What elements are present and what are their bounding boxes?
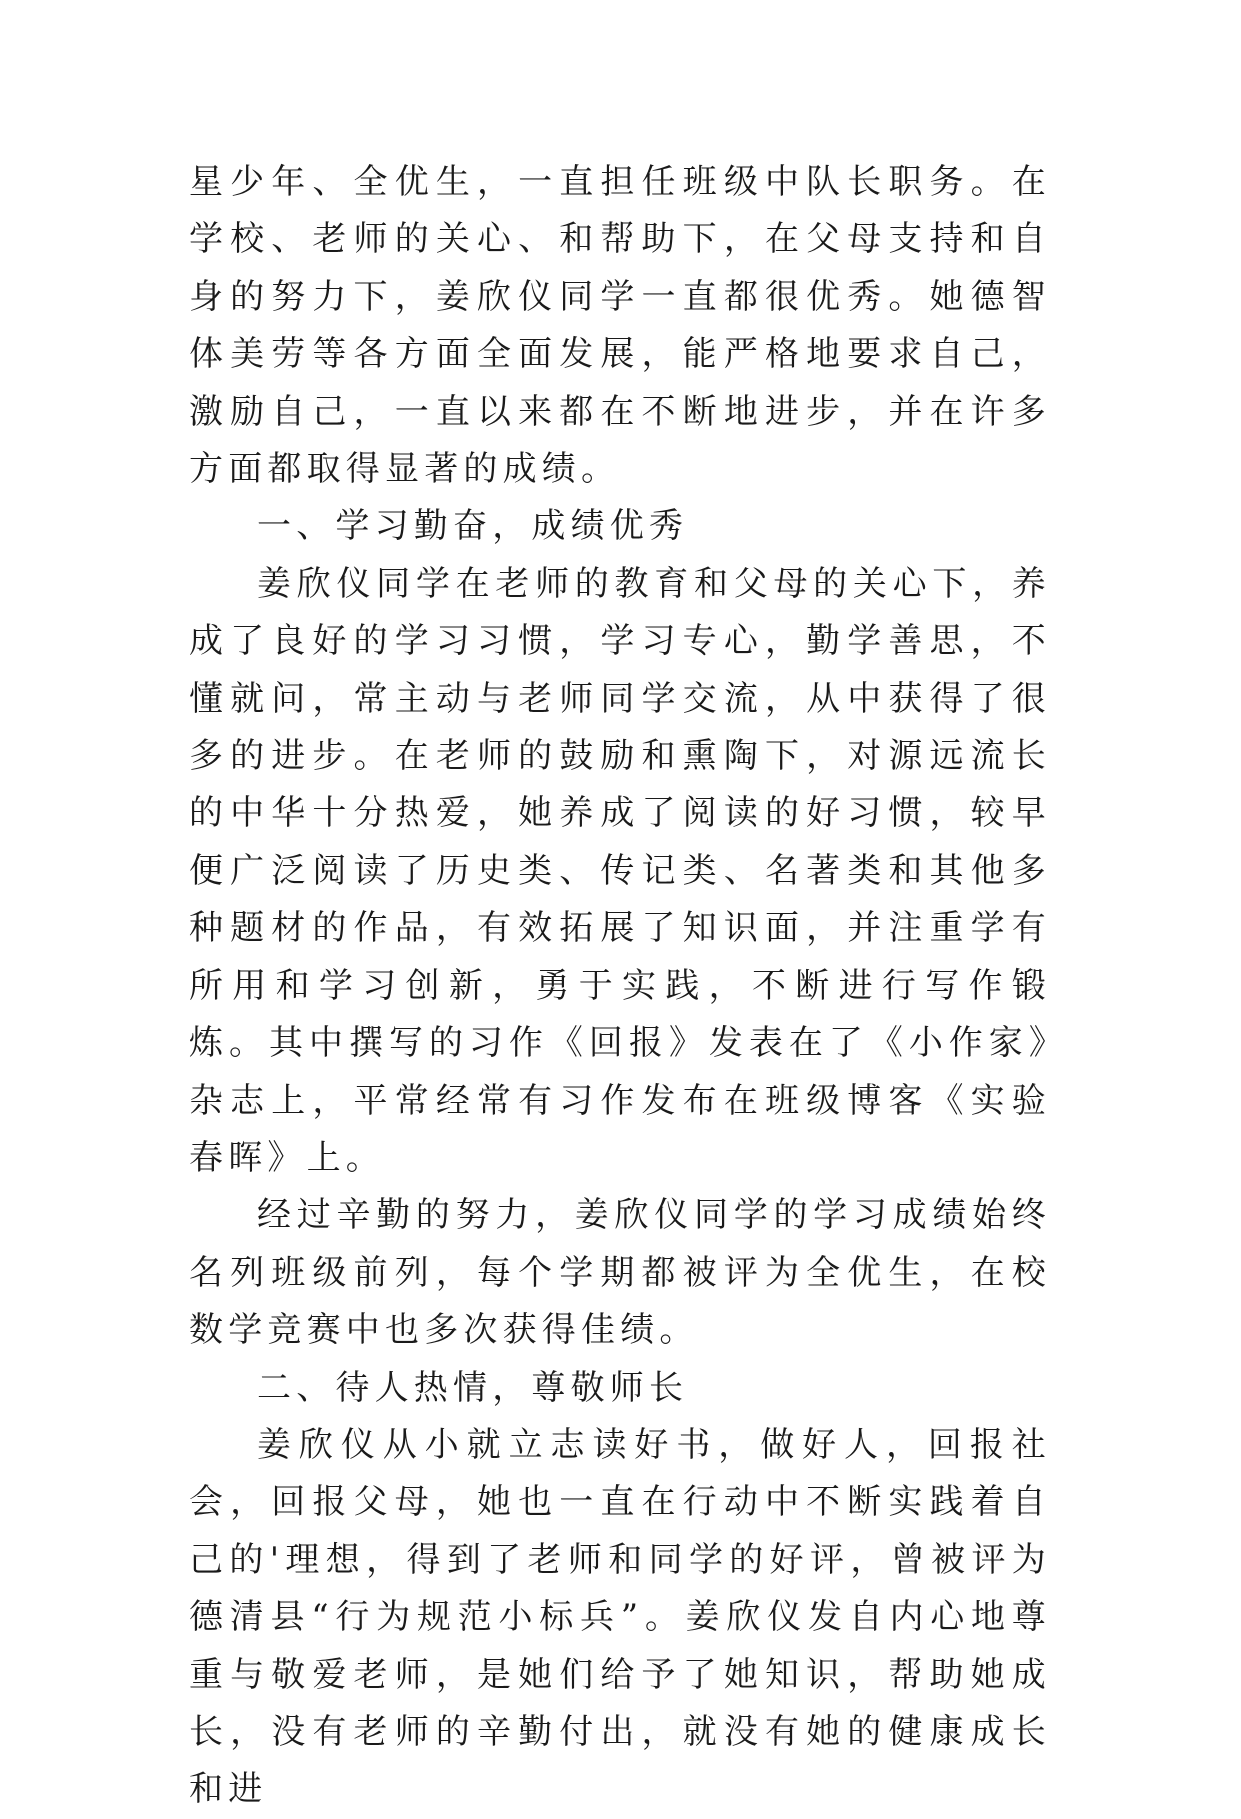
paragraph-continuation: 星少年、全优生，一直担任班级中队长职务。在学校、老师的关心、和帮助下，在父母支持和自身的努力下，姜欣仪同学一直都很优秀。她德智体美劳等各方面全面发展，能严格地要求自己，激励自己，一直以来都在不断地进步，并在许多方面都取得显著的成绩。 [189,162,1051,490]
section-heading-study: 一、学习勤奋，成绩优秀 [257,506,689,547]
section-heading-respect: 二、待人热情，尊敬师长 [257,1367,689,1408]
paragraph-study-results: 经过辛勤的努力，姜欣仪同学的学习成绩始终名列班级前列，每个学期都被评为全优生，在校数学竞赛中也多次获得佳绩。 [189,1195,1051,1351]
document-body [189,154,1051,1819]
paragraph-respect-teachers: 姜欣仪从小就立志读好书，做好人，回报社会，回报父母，她也一直在行动中不断实践着自己的'理想，得到了老师和同学的好评，曾被评为德清县“行为规范小标兵”。姜欣仪发自内心地尊重与敬爱老师，是她们给予了她知识，帮助她成长，没有老师的辛勤付出，就没有她的健康成长和进 [189,1424,1051,1810]
paragraph-study-habits: 姜欣仪同学在老师的教育和父母的关心下，养成了良好的学习习惯，学习专心，勤学善思，不懂就问，常主动与老师同学交流，从中获得了很多的进步。在老师的鼓励和熏陶下，对源远流长的中华十分热爱，她养成了阅读的好习惯，较早便广泛阅读了历史类、传记类、名著类和其他多种题材的作品，有效拓展了知识面，并注重学有所用和学习创新，勇于实践，不断进行写作锻炼。其中撰写的习作《回报》发表在了《小作家》杂志上，平常经常有习作发布在班级博客《实验春晖》上。 [189,563,1051,1178]
